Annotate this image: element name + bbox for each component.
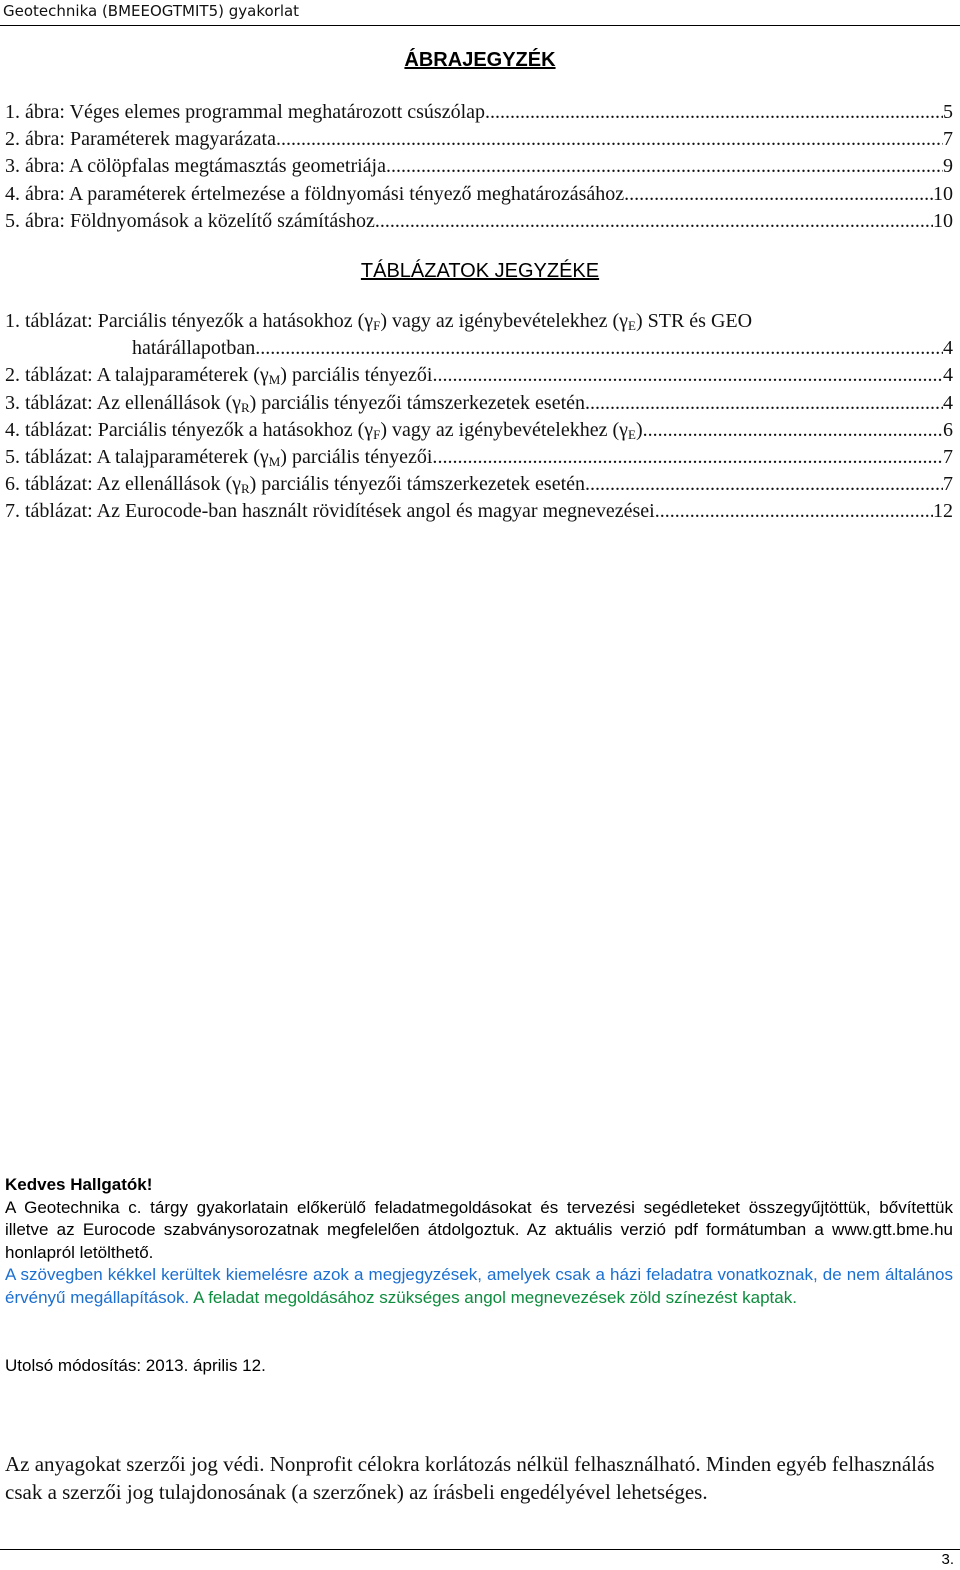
figure-page: 5	[943, 101, 953, 123]
last-modified: Utolsó módosítás: 2013. április 12.	[5, 1356, 266, 1375]
figure-label: 2. ábra: Paraméterek magyarázata.	[5, 128, 281, 151]
blue-note: A szövegben kékkel kerültek kiemelésre azok a megjegyzések, amelyek csak a házi feladatra vonatkoznak, de nem általános érvényű megállapítások.	[5, 1265, 953, 1307]
leader-dots	[655, 498, 933, 525]
figure-label: 1. ábra: Véges elemes programmal meghatározott csúszólap	[5, 101, 486, 123]
table-page: 4	[943, 364, 953, 387]
table-entry[interactable]	[5, 471, 953, 498]
table-label: 1. táblázat: Parciális tényezők a hatásokhoz $(\gamma_F)$ vagy az igénybevételekhez $(\gamma_E)$ STR és GEO	[5, 310, 753, 333]
table-page: 12	[933, 500, 953, 523]
running-header: Geotechnika (BMEEOGTMIT5) gyakorlat	[3, 2, 300, 20]
figure-page: 9	[943, 155, 953, 178]
table-page: 6	[943, 418, 953, 441]
leader-dots	[386, 153, 943, 180]
header-divider	[0, 25, 960, 26]
table-entry-continuation[interactable]	[5, 335, 953, 362]
copyright-notice: Az anyagokat szerzői jog védi. Nonprofit célokra korlátozás nélkül felhasználható. Minden egyéb felhasználás csak a szerzői jog tulajdonosának (a szerzőnek) az írásbeli engedélyével lehetséges.	[5, 1452, 935, 1504]
leader-dots	[590, 471, 943, 498]
figure-page: 10	[933, 209, 953, 232]
figure-label: 5. ábra: Földnyomások a közelítő számításhoz.	[5, 209, 380, 232]
leader-dots	[255, 335, 943, 362]
table-entry[interactable]	[5, 362, 953, 389]
table-page: 7	[943, 473, 953, 496]
figure-page: 10	[933, 182, 953, 205]
page-number: 3.	[941, 1551, 954, 1568]
figures-list	[5, 99, 953, 235]
table-label: 7. táblázat: Az Eurocode-ban használt rövidítések angol és magyar megnevezései	[5, 500, 655, 523]
leader-dots	[629, 181, 933, 208]
table-label: 6. táblázat: Az ellenállások $(\gamma_R)$ parciális tényezői támszerkezetek esetén.	[5, 473, 591, 497]
figures-list-title: ÁBRAJEGYZÉK	[404, 49, 556, 71]
footer-divider	[0, 1549, 960, 1550]
green-note: A feladat megoldásához szükséges angol megnevezések zöld színezést kaptak.	[189, 1287, 797, 1307]
tables-list	[5, 308, 953, 526]
table-entry[interactable]	[5, 444, 953, 471]
leader-dots	[585, 390, 943, 417]
leader-dots	[281, 126, 943, 153]
table-label: határállapotban	[132, 337, 256, 360]
table-label: 4. táblázat: Parciális tényezők a hatásokhoz $(\gamma_F)$ vagy az igénybevételekhez $(\gamma_E)$.	[5, 418, 648, 442]
figure-entry[interactable]	[5, 99, 953, 126]
table-label: 2. táblázat: A talajparaméterek $(\gamma_M)$ parciális tényezői	[5, 364, 433, 388]
figure-entry[interactable]	[5, 126, 953, 153]
figure-page: 7	[943, 128, 953, 151]
intro-paragraph: A Geotechnika c. tárgy gyakorlatain előkerülő feladatmegoldásokat és tervezési segédleteket összegyűjtöttük, bővítettük illetve az Eurocode szabványsorozatnak megfelelően átdolgoztuk. Az aktuális verzió pdf formátumban a www.gtt.bme.hu honlapról letölthető.	[5, 1197, 953, 1262]
table-entry[interactable]	[5, 390, 953, 417]
leader-dots	[485, 99, 943, 126]
figure-entry[interactable]	[5, 153, 953, 180]
table-entry[interactable]	[5, 417, 953, 444]
table-entry[interactable]	[5, 308, 953, 335]
table-page: 7	[943, 445, 953, 468]
leader-dots	[437, 444, 943, 471]
table-page: 4	[943, 391, 953, 414]
figure-label: 4. ábra: A paraméterek értelmezése a földnyomási tényező meghatározásához.	[5, 182, 630, 205]
leader-dots	[648, 417, 943, 444]
table-label: 5. táblázat: A talajparaméterek $(\gamma_M)$ parciális tényezői.	[5, 445, 438, 469]
tables-list-title: TÁBLÁZATOK JEGYZÉKE	[360, 260, 600, 282]
table-page: 4	[943, 337, 953, 360]
leader-dots	[432, 362, 943, 389]
figure-entry[interactable]	[5, 208, 953, 235]
highlight-note	[5, 1264, 953, 1309]
figure-entry[interactable]	[5, 181, 953, 208]
table-label: 3. táblázat: Az ellenállások $(\gamma_R)$ parciális tényezői támszerkezetek esetén	[5, 391, 586, 415]
leader-dots	[380, 208, 933, 235]
figure-label: 3. ábra: A cölöpfalas megtámasztás geometriája	[5, 155, 386, 178]
greeting: Kedves Hallgatók!	[5, 1175, 153, 1194]
notes-section	[5, 1174, 953, 1309]
table-entry[interactable]	[5, 498, 953, 525]
